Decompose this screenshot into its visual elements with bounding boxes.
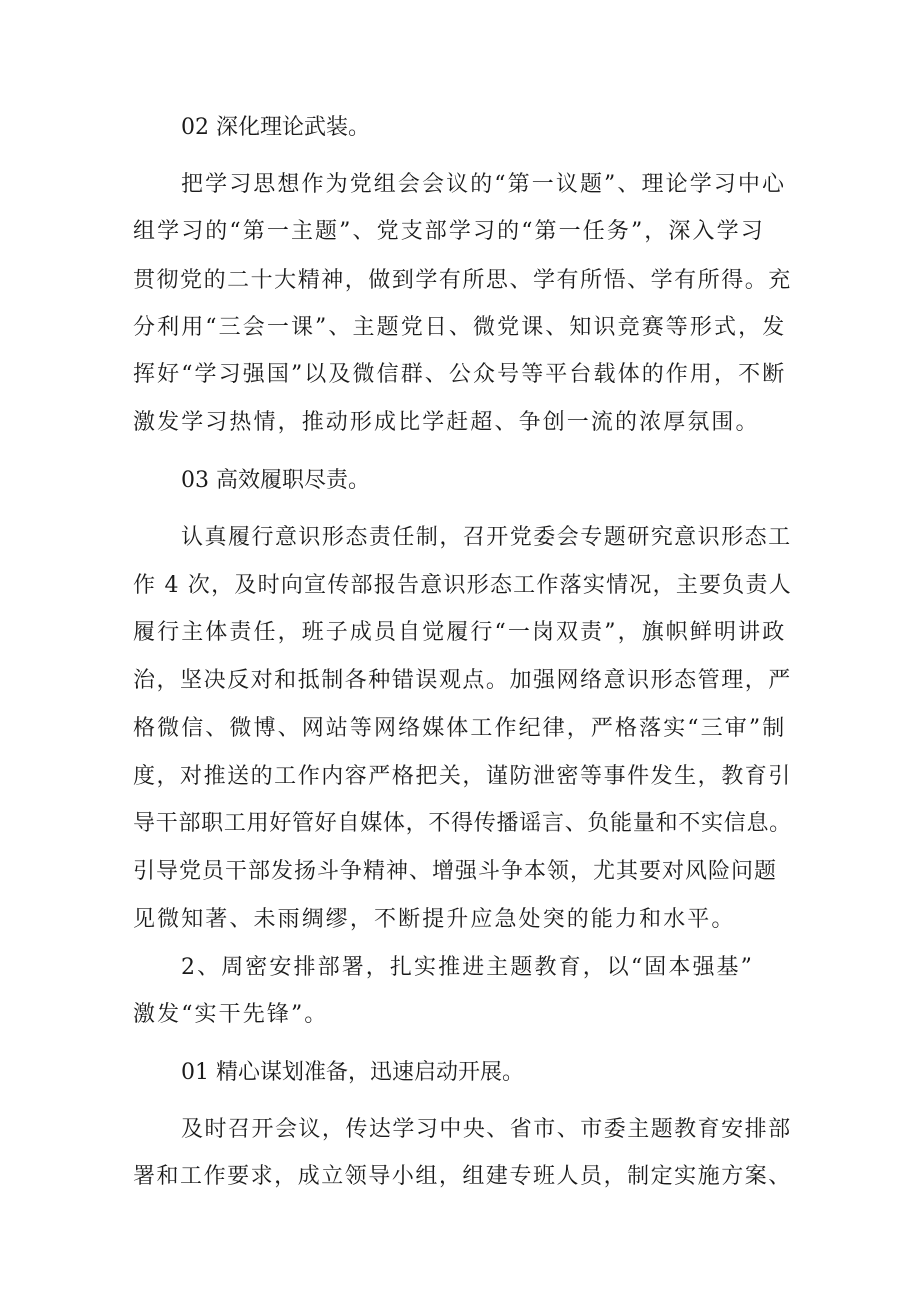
- paragraph-line: 格微信、微博、网站等网络媒体工作纪律，严格落实“三审”制: [133, 716, 787, 741]
- section-heading-01: 01 精心谋划准备，迅速启动开展。: [181, 1060, 524, 1085]
- paragraph-line: 导干部职工用好管好自媒体，不得传播谣言、负能量和不实信息。: [133, 811, 792, 836]
- paragraph-line: 见微知著、未雨绸缪，不断提升应急处突的能力和水平。: [133, 907, 736, 932]
- paragraph-line: 治，坚决反对和抵制各种错误观点。加强网络意识形态管理，严: [133, 668, 792, 693]
- paragraph-line: 组学习的“第一主题”、党支部学习的“第一任务”，深入学习: [133, 219, 765, 244]
- paragraph-line: 激发学习热情，推动形成比学赶超、争创一流的浓厚氛围。: [133, 410, 760, 435]
- paragraph-line: 度，对推送的工作内容严格把关，谨防泄密等事件发生，教育引: [133, 764, 792, 789]
- paragraph-line: 认真履行意识形态责任制，召开党委会专题研究意识形态工: [181, 525, 792, 550]
- section-heading-02: 02 深化理论武装。: [181, 115, 370, 140]
- numbered-item-2: 2、周密安排部署，扎实推进主题教育，以“固本强基”: [181, 955, 754, 980]
- paragraph-line: 激发“实干先锋”。: [133, 1002, 329, 1027]
- paragraph-line: 署和工作要求，成立领导小组，组建专班人员，制定实施方案、: [133, 1164, 792, 1189]
- paragraph-line: 分利用“三会一课”、主题党日、微党课、知识竞赛等形式，发: [133, 315, 787, 340]
- section-heading-03: 03 高效履职尽责。: [181, 468, 370, 493]
- paragraph-line: 引导党员干部发扬斗争精神、增强斗争本领，尤其要对风险问题: [133, 859, 778, 884]
- paragraph-line: 作 4 次，及时向宣传部报告意识形态工作落实情况，主要负责人: [133, 573, 792, 598]
- paragraph-line: 及时召开会议，传达学习中央、省市、市委主题教育安排部: [181, 1117, 792, 1142]
- paragraph-line: 把学习思想作为党组会会议的“第一议题”、理论学习中心: [181, 172, 787, 197]
- paragraph-line: 挥好“学习强国”以及微信群、公众号等平台载体的作用，不断: [133, 362, 787, 387]
- paragraph-line: 履行主体责任，班子成员自觉履行“一岗双责”，旗帜鲜明讲政: [133, 620, 787, 645]
- paragraph-line: 贯彻党的二十大精神，做到学有所思、学有所悟、学有所得。充: [133, 268, 792, 293]
